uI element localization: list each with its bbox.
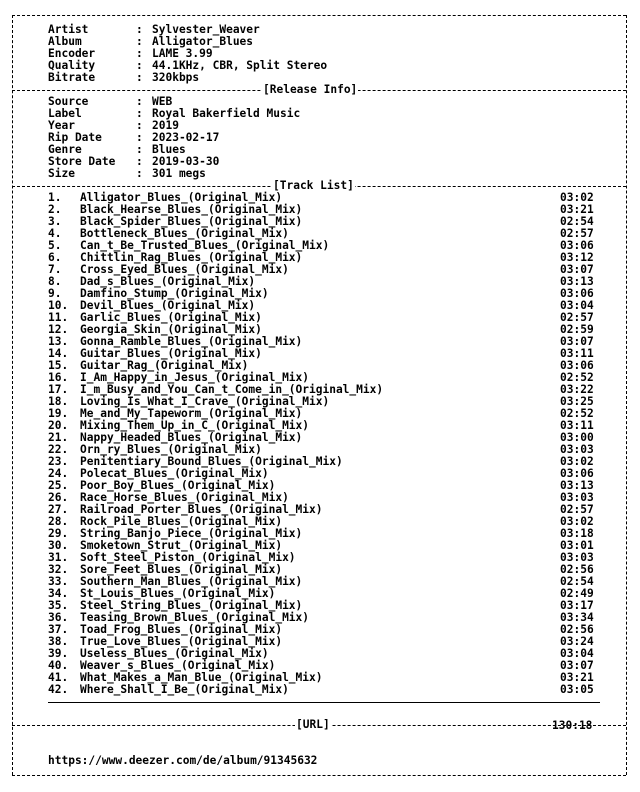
field-row bbox=[0, 156, 640, 168]
track-title: Gonna_Ramble_Blues_(Original_Mix) bbox=[80, 335, 303, 348]
track-title: Where_Shall_I_Be_(Original_Mix) bbox=[80, 683, 289, 696]
track-number: 29. bbox=[48, 527, 69, 540]
field-colon: : bbox=[136, 71, 143, 84]
track-number: 22. bbox=[48, 443, 69, 456]
track-title: Damfino_Stump_(Original_Mix) bbox=[80, 287, 269, 300]
field-colon: : bbox=[136, 47, 143, 60]
field-colon: : bbox=[136, 155, 143, 168]
track-duration: 03:06 bbox=[560, 359, 594, 372]
field-value: 44.1KHz, CBR, Split Stereo bbox=[152, 59, 328, 72]
track-title: Railroad_Porter_Blues_(Original_Mix) bbox=[80, 503, 323, 516]
field-value: 2023-02-17 bbox=[152, 131, 220, 144]
track-duration: 02:57 bbox=[560, 503, 594, 516]
track-title: I_Am_Happy_in_Jesus_(Original_Mix) bbox=[80, 371, 310, 384]
track-number: 11. bbox=[48, 311, 69, 324]
track-duration: 03:01 bbox=[560, 539, 594, 552]
field-key: Bitrate bbox=[48, 71, 96, 84]
track-number: 3. bbox=[48, 215, 62, 228]
track-number: 18. bbox=[48, 395, 69, 408]
track-duration: 02:54 bbox=[560, 215, 594, 228]
track-number: 33. bbox=[48, 575, 69, 588]
top-border bbox=[12, 15, 626, 16]
field-row bbox=[0, 36, 640, 48]
track-number: 40. bbox=[48, 659, 69, 672]
track-number: 30. bbox=[48, 539, 69, 552]
track-list-heading: [Track List] bbox=[273, 179, 354, 192]
field-value: 301 megs bbox=[152, 167, 206, 180]
track-duration: 03:03 bbox=[560, 551, 594, 564]
field-colon: : bbox=[136, 23, 143, 36]
track-number: 19. bbox=[48, 407, 69, 420]
track-title: Southern_Man_Blues_(Original_Mix) bbox=[80, 575, 303, 588]
track-title: Me_and_My_Tapeworm_(Original_Mix) bbox=[80, 407, 303, 420]
track-duration: 03:21 bbox=[560, 203, 594, 216]
track-number: 20. bbox=[48, 419, 69, 432]
track-number: 24. bbox=[48, 467, 69, 480]
field-colon: : bbox=[136, 143, 143, 156]
track-duration: 03:24 bbox=[560, 635, 594, 648]
album-url[interactable]: https://www.deezer.com/de/album/91345632 bbox=[48, 754, 318, 767]
track-duration: 03:34 bbox=[560, 611, 594, 624]
track-duration: 02:56 bbox=[560, 563, 594, 576]
track-title: Toad_Frog_Blues_(Original_Mix) bbox=[80, 623, 283, 636]
track-duration: 03:02 bbox=[560, 455, 594, 468]
track-number: 1. bbox=[48, 191, 62, 204]
track-duration: 03:04 bbox=[560, 299, 594, 312]
field-value: Royal Bakerfield Music bbox=[152, 107, 301, 120]
field-value: 2019-03-30 bbox=[152, 155, 220, 168]
track-number: 5. bbox=[48, 239, 62, 252]
field-row bbox=[0, 108, 640, 120]
track-title: True_Love_Blues_(Original_Mix) bbox=[80, 635, 283, 648]
track-duration: 03:00 bbox=[560, 431, 594, 444]
track-title: Smoketown_Strut_(Original_Mix) bbox=[80, 539, 283, 552]
track-number: 13. bbox=[48, 335, 69, 348]
track-title: Black_Hearse_Blues_(Original_Mix) bbox=[80, 203, 303, 216]
track-duration: 02:54 bbox=[560, 575, 594, 588]
track-number: 31. bbox=[48, 551, 69, 564]
track-title: Can_t_Be_Trusted_Blues_(Original_Mix) bbox=[80, 239, 330, 252]
track-number: 42. bbox=[48, 683, 69, 696]
track-duration: 03:04 bbox=[560, 647, 594, 660]
track-number: 16. bbox=[48, 371, 69, 384]
track-title: Mixing_Them_Up_in_C_(Original_Mix) bbox=[80, 419, 310, 432]
track-title: Teasing_Brown_Blues_(Original_Mix) bbox=[80, 611, 310, 624]
url-heading: [URL] bbox=[296, 718, 330, 731]
field-key: Source bbox=[48, 95, 89, 108]
track-title: Penitentiary_Bound_Blues_(Original_Mix) bbox=[80, 455, 343, 468]
field-row bbox=[0, 96, 640, 108]
track-duration: 03:07 bbox=[560, 263, 594, 276]
track-title: Polecat_Blues_(Original_Mix) bbox=[80, 467, 269, 480]
field-row bbox=[0, 60, 640, 72]
field-value: Blues bbox=[152, 143, 186, 156]
track-title: Bottleneck_Blues_(Original_Mix) bbox=[80, 227, 289, 240]
track-duration: 03:06 bbox=[560, 239, 594, 252]
track-number: 17. bbox=[48, 383, 69, 396]
track-title: Useless_Blues_(Original_Mix) bbox=[80, 647, 269, 660]
track-number: 6. bbox=[48, 251, 62, 264]
track-duration: 02:57 bbox=[560, 227, 594, 240]
track-duration: 03:03 bbox=[560, 491, 594, 504]
track-title: Rock_Pile_Blues_(Original_Mix) bbox=[80, 515, 283, 528]
track-number: 4. bbox=[48, 227, 62, 240]
track-duration: 03:17 bbox=[560, 599, 594, 612]
track-number: 37. bbox=[48, 623, 69, 636]
total-underline bbox=[48, 702, 600, 703]
field-value: WEB bbox=[152, 95, 173, 108]
track-duration: 02:57 bbox=[560, 311, 594, 324]
track-title: St_Louis_Blues_(Original_Mix) bbox=[80, 587, 276, 600]
field-colon: : bbox=[136, 167, 143, 180]
track-duration: 03:07 bbox=[560, 335, 594, 348]
field-row bbox=[0, 132, 640, 144]
track-duration: 03:21 bbox=[560, 671, 594, 684]
track-title: Guitar_Blues_(Original_Mix) bbox=[80, 347, 262, 360]
field-colon: : bbox=[136, 35, 143, 48]
track-title: Guitar_Rag_(Original_Mix) bbox=[80, 359, 249, 372]
bottom-border bbox=[12, 775, 626, 776]
track-number: 10. bbox=[48, 299, 69, 312]
url-row bbox=[0, 743, 640, 767]
release-info-heading: [Release Info] bbox=[263, 83, 358, 96]
field-key: Size bbox=[48, 167, 75, 180]
track-number: 27. bbox=[48, 503, 69, 516]
track-title: Chittlin_Rag_Blues_(Original_Mix) bbox=[80, 251, 303, 264]
field-key: Store Date bbox=[48, 155, 116, 168]
field-key: Album bbox=[48, 35, 82, 48]
track-title: Weaver_s_Blues_(Original_Mix) bbox=[80, 659, 276, 672]
field-colon: : bbox=[136, 119, 143, 132]
total-duration: 130:18 bbox=[552, 719, 593, 732]
track-title: Loving_Is_What_I_Crave_(Original_Mix) bbox=[80, 395, 330, 408]
track-duration: 03:18 bbox=[560, 527, 594, 540]
track-title: Sore_Feet_Blues_(Original_Mix) bbox=[80, 563, 283, 576]
track-number: 26. bbox=[48, 491, 69, 504]
field-key: Label bbox=[48, 107, 82, 120]
field-value: LAME 3.99 bbox=[152, 47, 213, 60]
field-key: Quality bbox=[48, 59, 96, 72]
track-duration: 03:03 bbox=[560, 443, 594, 456]
track-number: 39. bbox=[48, 647, 69, 660]
track-title: Poor_Boy_Blues_(Original_Mix) bbox=[80, 479, 276, 492]
track-duration: 03:12 bbox=[560, 251, 594, 264]
field-key: Rip Date bbox=[48, 131, 102, 144]
track-duration: 02:59 bbox=[560, 323, 594, 336]
field-value: Alligator_Blues bbox=[152, 35, 254, 48]
field-value: Sylvester_Weaver bbox=[152, 23, 260, 36]
track-number: 36. bbox=[48, 611, 69, 624]
track-duration: 02:52 bbox=[560, 371, 594, 384]
field-key: Year bbox=[48, 119, 75, 132]
track-duration: 03:25 bbox=[560, 395, 594, 408]
track-number: 15. bbox=[48, 359, 69, 372]
track-title: Black_Spider_Blues_(Original_Mix) bbox=[80, 215, 303, 228]
track-duration: 03:11 bbox=[560, 347, 594, 360]
track-number: 12. bbox=[48, 323, 69, 336]
track-title: String_Banjo_Piece_(Original_Mix) bbox=[80, 527, 303, 540]
track-number: 7. bbox=[48, 263, 62, 276]
track-title: Soft_Steel_Piston_(Original_Mix) bbox=[80, 551, 296, 564]
track-duration: 03:06 bbox=[560, 467, 594, 480]
field-value: 320kbps bbox=[152, 71, 200, 84]
track-number: 21. bbox=[48, 431, 69, 444]
track-duration: 02:49 bbox=[560, 587, 594, 600]
field-key: Encoder bbox=[48, 47, 96, 60]
track-duration: 03:13 bbox=[560, 275, 594, 288]
track-duration: 03:07 bbox=[560, 659, 594, 672]
track-number: 32. bbox=[48, 563, 69, 576]
track-title: Devil_Blues_(Original_Mix) bbox=[80, 299, 256, 312]
track-number: 41. bbox=[48, 671, 69, 684]
track-title: Cross_Eyed_Blues_(Original_Mix) bbox=[80, 263, 289, 276]
track-duration: 03:11 bbox=[560, 419, 594, 432]
field-row bbox=[0, 24, 640, 36]
track-number: 8. bbox=[48, 275, 62, 288]
track-row bbox=[0, 684, 640, 696]
track-number: 14. bbox=[48, 347, 69, 360]
track-title: Garlic_Blues_(Original_Mix) bbox=[80, 311, 262, 324]
field-colon: : bbox=[136, 95, 143, 108]
field-colon: : bbox=[136, 131, 143, 144]
track-duration: 03:02 bbox=[560, 515, 594, 528]
track-number: 28. bbox=[48, 515, 69, 528]
track-title: Race_Horse_Blues_(Original_Mix) bbox=[80, 491, 289, 504]
field-colon: : bbox=[136, 59, 143, 72]
field-value: 2019 bbox=[152, 119, 179, 132]
track-number: 23. bbox=[48, 455, 69, 468]
track-title: What_Makes_a_Man_Blue_(Original_Mix) bbox=[80, 671, 323, 684]
track-title: Nappy_Headed_Blues_(Original_Mix) bbox=[80, 431, 303, 444]
track-number: 34. bbox=[48, 587, 69, 600]
track-number: 9. bbox=[48, 287, 62, 300]
track-title: Dad_s_Blues_(Original_Mix) bbox=[80, 275, 256, 288]
track-number: 38. bbox=[48, 635, 69, 648]
track-title: Alligator_Blues_(Original_Mix) bbox=[80, 191, 283, 204]
field-colon: : bbox=[136, 107, 143, 120]
track-duration: 03:05 bbox=[560, 683, 594, 696]
track-duration: 03:22 bbox=[560, 383, 594, 396]
track-title: Orn_ry_Blues_(Original_Mix) bbox=[80, 443, 262, 456]
track-duration: 03:06 bbox=[560, 287, 594, 300]
track-duration: 03:13 bbox=[560, 479, 594, 492]
track-title: Georgia_Skin_(Original_Mix) bbox=[80, 323, 262, 336]
track-title: I_m_Busy_and_You_Can_t_Come_in_(Original_Mix) bbox=[80, 383, 384, 396]
track-title: Steel_String_Blues_(Original_Mix) bbox=[80, 599, 303, 612]
track-duration: 03:02 bbox=[560, 191, 594, 204]
track-number: 2. bbox=[48, 203, 62, 216]
field-key: Artist bbox=[48, 23, 89, 36]
track-duration: 02:52 bbox=[560, 407, 594, 420]
field-key: Genre bbox=[48, 143, 82, 156]
track-duration: 02:56 bbox=[560, 623, 594, 636]
track-number: 25. bbox=[48, 479, 69, 492]
track-number: 35. bbox=[48, 599, 69, 612]
